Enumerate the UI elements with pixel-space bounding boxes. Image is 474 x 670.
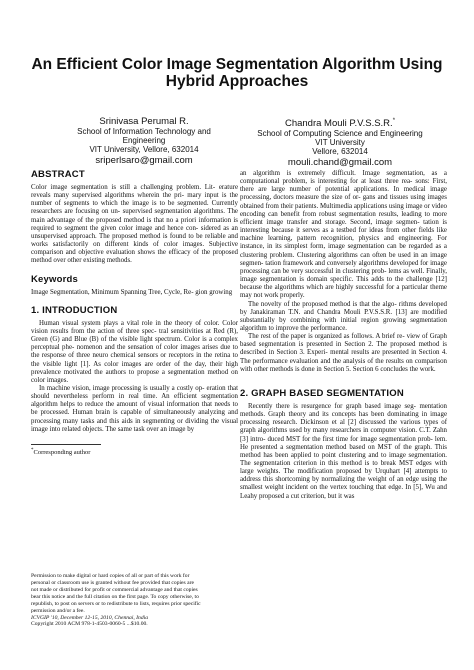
intro-paragraph-5: The rest of the paper is organized as follows. A brief re- view of Graph based segmentation is presented in Section 2. The proposed method is described in Section 3. Experi- mental results are presented in Section 4. The performance evaluation and the analysis of the results on comparison with other methods is done in Section 5. Section 6 concludes the work. (240, 333, 447, 373)
abstract-heading: ABSTRACT (31, 169, 85, 180)
keywords-heading: Keywords (31, 273, 79, 285)
author-affiliation: Engineering (122, 136, 166, 145)
section-2-heading: 2. GRAPH BASED SEGMENTATION (240, 387, 404, 399)
paper-title-line-1: An Efficient Color Image Segmentation Algorithm Using (31, 56, 443, 73)
author-block-2 (240, 116, 440, 168)
author-name-line (240, 116, 440, 129)
corresponding-star: * (392, 118, 396, 124)
corresponding-author-footnote: *Corresponding author (31, 447, 91, 457)
left-column (31, 169, 238, 628)
author-name: Chandra Mouli P.V.S.S.R. (284, 118, 393, 130)
keywords-text: Image Segmentation, Minimum Spanning Tree, Cycle, Re- gion growing (31, 288, 233, 296)
author-affiliation: School of Information Technology and (77, 127, 211, 136)
right-column (240, 170, 447, 501)
intro-paragraph-1: Human visual system plays a vital role in the theory of color. Color vision results from the action of three spec- tral sensitivities at Red (R), Green (G) and Blue (B) of the visible light spectrum. Color is a complex perceptual phe- nomenon and the sensation of color images arises due to the response of three neuro chemical sensors or receptors in the retina to the visible light [1]. As color images are order of the day, their high prevalence motivated the authors to propose a segmentation method on color images. (31, 319, 239, 384)
copyright-line: Copyright 2010 ACM 978-1-4503-0060-5 ...$10.00. (31, 621, 148, 628)
author-affiliation: VIT University (315, 138, 365, 148)
author-name: Srinivasa Perumal R. (99, 116, 189, 127)
author-affiliation: School of Computing Science and Engineering (257, 129, 423, 139)
author-affiliation: Vellore, 632014 (312, 147, 368, 157)
author-email: sriperlsaro@gmail.com (95, 155, 193, 166)
copyright-notice: Permission to make digital or hard copies of all or part of this work for personal or classroom use is granted without fee provided that copies are not made or distributed for profit or commercial advantage and that copies bear this notice and the full citation on the first page. To copy otherwise, to republish, to post on servers or to redistribute to lists, requires prior specific permission and/or a fee. ICVGIP '10, December 12-15, 2010, Chennai, India Copyright 2010 ACM 978-1-4503-0060-5 ...$10.00. (31, 573, 238, 628)
abstract-text: Color image segmentation is still a challenging problem. Lit- erature reveals many supervised algorithms wherein the pri- mary input is the number of segments to which the image is to be segmented. Currently researchers are focusing on un- supervised segmentation algorithms. The main advantage of the proposed method is that no a priori information is required to segment the given color image and hence con- sidered as an unsupervised approach. The proposed method is found to be reliable and works satisfactorily on different kinds of color images. Subjective comparison and objective evaluation shows the efficacy of the proposed method over other existing methods. (31, 184, 239, 265)
paper-title-line-2: Hybrid Approaches (165, 73, 309, 90)
author-block-1 (44, 116, 244, 166)
intro-paragraph-3: an algorithm is extremely difficult. Image segmentation, as a computational problem, is interesting for at least three rea- sons: First, there are large number of potential applications. In medical image processing, doctors measure the size of or- gans and tissues using images obtained from their patients. Multimedia applications using image or video encoding can benefit from robust segmentation results, leading to more efficient image transfer and storage. Second, image segmen- tation is interesting because it serves as a testbed for ideas from other fields like machine learning, pattern recognition, physics and engineering. For instance, in its simplest form, image segmentation can be regarded as a clustering problem. Clustering algorithms can often be used in an image segmen- tation framework and conversely algorithms developed for image processing can be very successful in clustering prob- lems as well. Finally, image segmentation is domain specific. This adds to the challenge [12] because the algorithms which are highly successful for a particular theme may not work properly. (240, 170, 447, 300)
intro-paragraph-4: The novelty of the proposed method is that the algo- rithms developed by Janakiraman T.N. and Chandra Mouli P.V.S.S.R. [13] are modified substantially by combining with initial region growing segmentation algorithm to improve the performance. (240, 300, 447, 332)
section-2-paragraph-1: Recently there is resurgence for graph based image seg- mentation methods. Graph theory and its concepts has been dominating in image processing research. Dickinson et al [2] discussed the various types of graph algorithms used by many researchers in computer vision. C.T. Zahn [3] intro- duced MST for the first time for image segmentation prob- lem. He presented a segmentation method based on MST of the graph. This method has been applied to point clustering and to image segmentation. The segmentation criterion in this method is to break MST edges with large weights. The modification proposed by Urquhart [4] attempts to address this shortcoming by normalizing the weight of an edge using the smallest weight incident on the vertex touching that edge. In [5], Wu and Leahy proposed a cut criterion, but it was (240, 402, 447, 500)
introduction-heading: 1. INTRODUCTION (31, 304, 118, 316)
paper-title (0, 56, 474, 90)
footnote-divider (31, 444, 101, 445)
author-email: mouli.chand@gmail.com (287, 157, 393, 169)
intro-paragraph-2: In machine vision, image processing is usually a costly op- eration that should nevertheless perform in real time. An efficient segmentation algorithm helps to reduce the amount of visual information that needs to be processed. Human brain is capable of simultaneously analyzing and processing many tasks and this aids in segmenting or dividing the visual image into related objects. The same task over an image by (31, 384, 238, 433)
conference-line: ICVGIP '10, December 12-15, 2010, Chennai, India (31, 614, 148, 621)
author-affiliation: VIT University, Vellore, 632014 (89, 145, 199, 154)
